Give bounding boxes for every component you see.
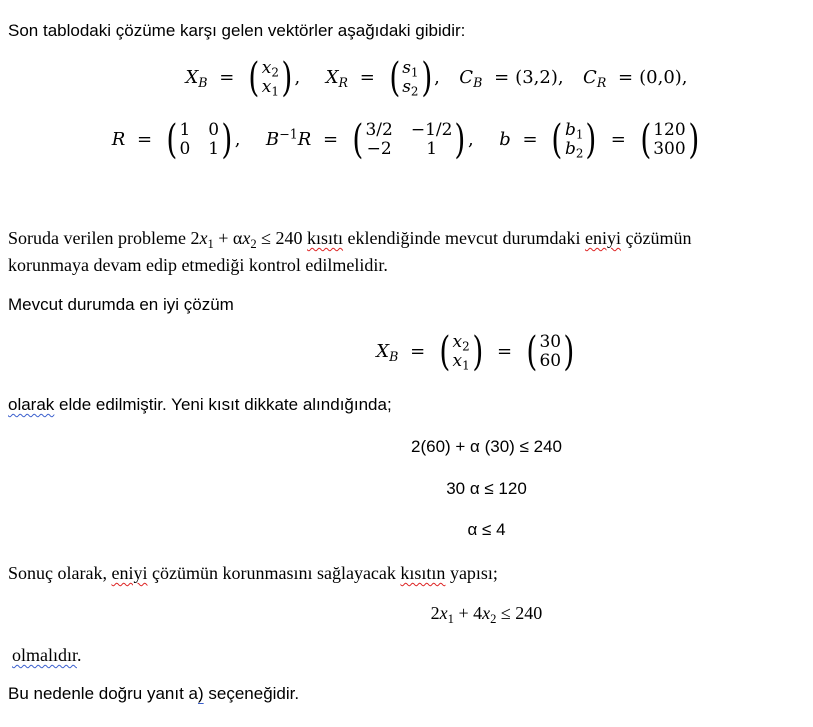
math-symbol: R bbox=[338, 74, 349, 90]
matrix-bracket: ( bbox=[166, 117, 178, 163]
matrix bbox=[549, 117, 599, 163]
math-symbol: seçeneğidir. bbox=[203, 684, 300, 703]
math-symbol: C bbox=[583, 67, 597, 88]
math-symbol: s bbox=[402, 77, 411, 97]
math-symbol: 1 bbox=[207, 236, 214, 251]
cb-definition: $C_B = (3,2)$, bbox=[459, 67, 570, 90]
math-symbol: B bbox=[389, 348, 399, 364]
matrix bbox=[524, 329, 577, 375]
math-symbol: x bbox=[452, 332, 463, 352]
math-symbol: 2 bbox=[490, 611, 497, 626]
math-symbol: B bbox=[198, 74, 208, 90]
paragraph-3 bbox=[8, 395, 392, 415]
vector-entries bbox=[262, 59, 279, 97]
math-symbol: elde edilmiştir. Yeni kısıt dikkate alındığında; bbox=[54, 395, 392, 414]
matrix-bracket: ) bbox=[687, 117, 699, 163]
vector-entries bbox=[653, 121, 685, 159]
math-symbol: R bbox=[297, 129, 312, 150]
math-symbol: 2 bbox=[271, 65, 279, 80]
equals-sign: = bbox=[497, 341, 513, 362]
binv-r-definition: $B^{-1}R$ = ( 3/2 −1/2 −2 1 ) , bbox=[265, 117, 480, 163]
spellcheck-word-eniyi[interactable]: eniyi bbox=[584, 228, 621, 248]
math-symbol: −1/2 bbox=[410, 120, 453, 140]
math-symbol: 1 bbox=[179, 120, 191, 140]
math-symbol bbox=[402, 78, 418, 97]
vector-entries bbox=[565, 121, 583, 159]
grammar-word-olarak[interactable]: olarak bbox=[8, 395, 55, 414]
math-symbol: R bbox=[111, 129, 126, 150]
matrix-bracket: ) bbox=[281, 55, 293, 101]
math-symbol: x bbox=[261, 77, 272, 97]
math-symbol: (3,2) bbox=[515, 67, 558, 88]
matrix-bracket: ( bbox=[388, 55, 400, 101]
conclusion bbox=[8, 684, 299, 704]
math-symbol: Bu nedenle doğru yanıt a bbox=[8, 684, 198, 703]
math-symbol: 2 bbox=[410, 84, 419, 99]
math-symbol bbox=[198, 75, 207, 90]
equals-sign: = bbox=[323, 129, 339, 150]
math-symbol: + α bbox=[213, 228, 243, 248]
matrix-bracket: ( bbox=[439, 329, 451, 375]
math-symbol: C bbox=[459, 67, 474, 88]
math-symbol bbox=[453, 352, 470, 371]
equals-sign: = bbox=[137, 129, 153, 150]
math-symbol: x bbox=[482, 603, 491, 623]
math-symbol: b bbox=[499, 129, 511, 150]
matrix bbox=[437, 329, 485, 375]
math-symbol: 1 bbox=[426, 139, 438, 159]
math-symbol bbox=[597, 75, 606, 90]
b-vector-definition bbox=[499, 117, 701, 163]
spellcheck-word-eniyi-2[interactable]: eniyi bbox=[111, 563, 148, 583]
math-symbol: (0,0) bbox=[639, 67, 682, 88]
step-3: α ≤ 4 bbox=[467, 520, 506, 539]
math-symbol bbox=[402, 59, 418, 78]
equals-sign: = bbox=[494, 67, 510, 88]
math-symbol: ≤ 240 bbox=[496, 603, 543, 623]
matrix-bracket: ) bbox=[585, 117, 597, 163]
math-symbol: 1 bbox=[271, 84, 279, 99]
math-symbol bbox=[565, 140, 583, 159]
matrix-bracket: ( bbox=[352, 117, 364, 163]
equals-sign: = bbox=[522, 129, 538, 150]
math-symbol: 2 bbox=[430, 603, 440, 623]
math-symbol: X bbox=[325, 67, 339, 88]
math-symbol: 1 bbox=[208, 139, 220, 159]
math-symbol bbox=[262, 59, 279, 78]
math-symbol: 1 bbox=[462, 358, 470, 373]
math-symbol: −1 bbox=[279, 126, 298, 142]
math-symbol: Soruda verilen probleme 2 bbox=[8, 228, 200, 248]
final-constraint bbox=[0, 603, 813, 624]
math-symbol bbox=[565, 121, 583, 140]
math-symbol: s bbox=[402, 58, 411, 78]
matrix bbox=[638, 117, 702, 163]
math-symbol bbox=[453, 333, 470, 352]
math-symbol: B bbox=[265, 129, 280, 150]
math-symbol: Sonuç olarak, bbox=[8, 563, 112, 583]
xr-definition: $X_R$ = ( $s_1$ $s_2$ ) , bbox=[325, 55, 446, 101]
math-symbol: x bbox=[242, 228, 251, 248]
matrix-bracket: ) bbox=[221, 117, 233, 163]
intro-text: Son tablodaki çözüme karşı gelen vektörler aşağıdaki gibidir: bbox=[8, 21, 466, 40]
math-symbol: x bbox=[452, 351, 463, 371]
math-symbol: çözümün korunmasını sağlayacak bbox=[147, 563, 401, 583]
math-symbol bbox=[339, 75, 348, 90]
math-symbol: ≤ 240 bbox=[256, 228, 308, 248]
matrix-bracket: ) bbox=[454, 117, 466, 163]
math-symbol: eklendiğinde mevcut durumdaki bbox=[343, 228, 585, 248]
step-1: 2(60) + α (30) ≤ 240 bbox=[411, 437, 562, 456]
matrix-bracket: ( bbox=[551, 117, 563, 163]
math-symbol: b bbox=[564, 120, 576, 140]
math-symbol: . bbox=[77, 645, 82, 665]
math-symbol: 2 bbox=[462, 339, 470, 354]
math-symbol: x bbox=[199, 228, 208, 248]
matrix-entries bbox=[365, 121, 452, 159]
matrix-entries bbox=[179, 121, 219, 159]
math-symbol: 2 bbox=[250, 236, 257, 251]
paragraph-1-line-2: korunmaya devam edip etmediği kontrol edilmelidir. bbox=[8, 255, 388, 275]
math-symbol: 120 bbox=[653, 120, 686, 140]
matrix-bracket: ( bbox=[526, 329, 538, 375]
equals-sign: = bbox=[359, 67, 375, 88]
equals-sign: = bbox=[410, 341, 426, 362]
vector-entries bbox=[539, 333, 561, 371]
matrix-bracket: ) bbox=[472, 329, 483, 375]
math-symbol: x bbox=[261, 58, 272, 78]
grammar-mark-paren[interactable]: ) bbox=[197, 684, 204, 703]
grammar-word-olmalidir[interactable]: olmalıdır bbox=[12, 645, 77, 665]
r-matrix-definition: R = ( 1 0 0 1 ) , bbox=[111, 117, 247, 163]
math-symbol: B bbox=[473, 74, 483, 90]
matrix-bracket: ( bbox=[248, 55, 260, 101]
xb-solution bbox=[0, 329, 813, 375]
math-symbol bbox=[389, 349, 398, 364]
math-symbol: + 4 bbox=[453, 603, 483, 623]
math-symbol: 60 bbox=[539, 351, 562, 371]
math-symbol: çözümün bbox=[620, 228, 692, 248]
math-symbol: 2 bbox=[575, 146, 584, 161]
spellcheck-word-kisitin[interactable]: kısıtın bbox=[400, 563, 446, 583]
matrix-bracket: ) bbox=[420, 55, 432, 101]
math-symbol bbox=[262, 78, 279, 97]
vector-entries bbox=[402, 59, 418, 97]
equals-sign: = bbox=[618, 67, 634, 88]
math-symbol: yapısı; bbox=[445, 563, 498, 583]
math-symbol: 1 bbox=[575, 127, 584, 142]
vectors-row-2 bbox=[0, 117, 813, 163]
math-symbol: b bbox=[564, 139, 576, 159]
paragraph-1-line-1 bbox=[8, 228, 691, 249]
vectors-row-1 bbox=[0, 55, 813, 101]
vector-entries bbox=[453, 333, 470, 371]
paragraph-5 bbox=[12, 645, 82, 666]
math-symbol: 30 bbox=[539, 332, 562, 352]
xb-definition: $X_B$ = ( $x_2$ $x_1$ ) , bbox=[185, 55, 306, 101]
math-symbol: x bbox=[439, 603, 448, 623]
math-symbol: 3/2 bbox=[365, 120, 393, 140]
matrix-bracket: ) bbox=[563, 329, 575, 375]
math-symbol: −2 bbox=[366, 139, 392, 159]
equals-sign: = bbox=[610, 129, 626, 150]
math-symbol bbox=[473, 75, 482, 90]
paragraph-2: Mevcut durumda en iyi çözüm bbox=[8, 295, 234, 314]
math-symbol: R bbox=[596, 74, 607, 90]
spellcheck-word-kisiti[interactable]: kısıtı bbox=[307, 228, 344, 248]
matrix bbox=[387, 55, 435, 101]
paragraph-4 bbox=[8, 563, 498, 584]
math-symbol: 1 bbox=[410, 65, 419, 80]
step-2: 30 α ≤ 120 bbox=[446, 479, 527, 498]
equals-sign: = bbox=[219, 67, 235, 88]
matrix bbox=[246, 55, 294, 101]
math-symbol: 0 bbox=[208, 120, 220, 140]
math-symbol: X bbox=[185, 67, 199, 88]
math-symbol: 300 bbox=[653, 139, 686, 159]
math-symbol: 0 bbox=[179, 139, 191, 159]
math-symbol: X bbox=[376, 341, 390, 362]
matrix-bracket: ( bbox=[639, 117, 651, 163]
math-symbol: 1 bbox=[447, 611, 454, 626]
cr-definition: $C_R = (0,0)$, bbox=[583, 67, 688, 90]
